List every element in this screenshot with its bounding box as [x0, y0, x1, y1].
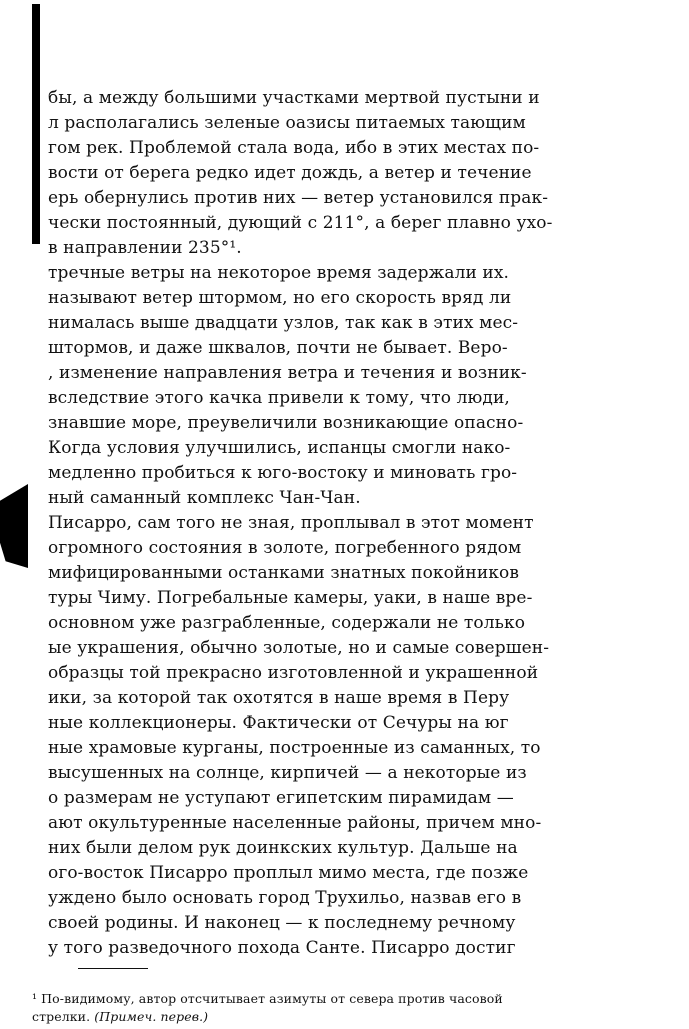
- text-line: туры Чиму. Погребальные камеры, уаки, в наше вре-: [48, 588, 533, 608]
- text-line: ные храмовые курганы, построенные из саманных, то: [48, 738, 541, 758]
- footnote-line-2: [32, 1008, 632, 1026]
- text-line: гом рек. Проблемой стала вода, ибо в этих местах по-: [48, 138, 540, 158]
- text-line: знавшие море, преувеличили возникающие опасно-: [48, 413, 524, 433]
- footnote-line-1: ¹ По-видимому, автор отсчитывает азимуты от севера против часовой: [32, 991, 503, 1006]
- scan-edge-mark-top: [32, 4, 40, 244]
- text-line: своей родины. И наконец — к последнему речному: [48, 913, 516, 933]
- text-line: высушенных на солнце, кирпичей — а некоторые из: [48, 763, 527, 783]
- text-line: Когда условия улучшились, испанцы смогли нако-: [48, 438, 511, 458]
- text-line: Писарро, сам того не зная, проплывал в этот момент: [48, 513, 534, 533]
- text-line: чески постоянный, дующий с 211°, а берег плавно ухо-: [48, 213, 553, 233]
- text-line: называют ветер штормом, но его скорость вряд ли: [48, 288, 512, 308]
- text-line: вследствие этого качка привели к тому, что люди,: [48, 388, 510, 408]
- paragraph-1: [48, 86, 608, 261]
- text-line: тречные ветры на некоторое время задержали их.: [48, 263, 510, 283]
- text-line: основном уже разграбленные, содержали не только: [48, 613, 526, 633]
- text-line: у того разведочного похода Санте. Писарро достиг: [48, 938, 516, 958]
- text-line: ики, за которой так охотятся в наше время в Перу: [48, 688, 510, 708]
- text-line: медленно пробиться к юго-востоку и миновать гро-: [48, 463, 518, 483]
- footnote: [32, 990, 632, 1026]
- paragraph-2: [48, 261, 608, 511]
- text-line: ный саманный комплекс Чан-Чан.: [48, 488, 361, 508]
- text-line: бы, а между большими участками мертвой пустыни и: [48, 88, 540, 108]
- text-line: них были делом рук доинкских культур. Дальше на: [48, 838, 518, 858]
- text-line: ерь обернулись против них — ветер установился прак-: [48, 188, 549, 208]
- text-line: ные коллекционеры. Фактически от Сечуры на юг: [48, 713, 509, 733]
- text-line: нималась выше двадцати узлов, так как в этих мес-: [48, 313, 519, 333]
- text-line: штормов, и даже шквалов, почти не бывает. Веро-: [48, 338, 508, 358]
- text-line: ают окультуренные населенные районы, причем мно-: [48, 813, 542, 833]
- text-line: в направлении 235°¹.: [48, 238, 242, 258]
- text-line: образцы той прекрасно изготовленной и украшенной: [48, 663, 539, 683]
- text-line: огромного состояния в золоте, погребенного рядом: [48, 538, 522, 558]
- paragraph-3: [48, 511, 608, 961]
- footnote-line-2-text: стрелки.: [32, 1009, 95, 1024]
- text-line: ые украшения, обычно золотые, но и самые совершен-: [48, 638, 550, 658]
- text-line: о размерам не уступают египетским пирамидам —: [48, 788, 514, 808]
- text-line: л располагались зеленые оазисы питаемых тающим: [48, 113, 526, 133]
- text-line: ого-восток Писарро проплыл мимо места, где позже: [48, 863, 529, 883]
- page-body: [48, 86, 608, 961]
- translator-note: (Примеч. перев.): [94, 1009, 209, 1024]
- text-line: уждено было основать город Трухильо, назвав его в: [48, 888, 522, 908]
- text-line: мифицированными останками знатных покойников: [48, 563, 520, 583]
- text-line: , изменение направления ветра и течения и возник-: [48, 363, 527, 383]
- text-line: вости от берега редко идет дождь, а ветер и течение: [48, 163, 532, 183]
- footnote-divider: [78, 968, 148, 969]
- scan-edge-mark-middle: [0, 484, 28, 568]
